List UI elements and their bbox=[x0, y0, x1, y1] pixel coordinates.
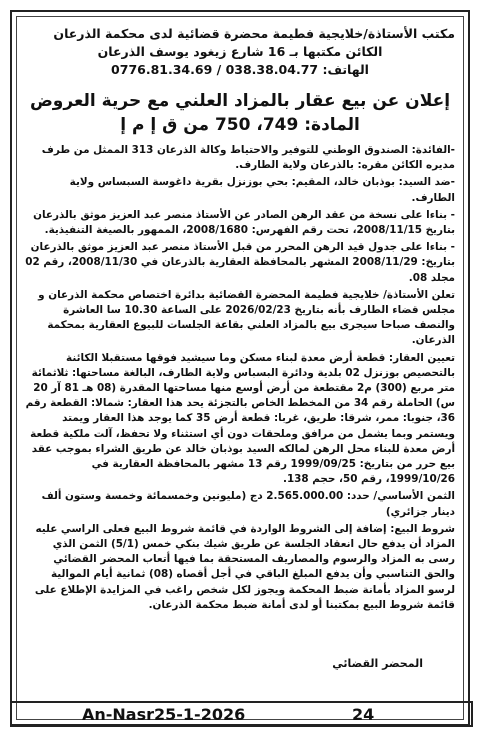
page-footer bbox=[10, 701, 473, 727]
signature-label: المحضر القضائي bbox=[332, 657, 423, 670]
office-name: مكتب الأستاذة/خلايجية فطيمة محضرة قضائية لدى محكمة الذرعان bbox=[53, 26, 455, 41]
paragraph-sale-conditions: شروط البيع: إضافة إلى الشروط الواردة في قائمة شروط البيع فعلى الراسي عليه المزاد أن يدفع حال انعقاد الجلسة عن طريق شيك بنكي خمس (5/1) الثمن الذي رسى به المزاد والرسوم والمصاريف المستحقة بما فيها أتعاب المحضر القضائي والحق التناسبي وأن يدفع المبلغ الباقي في أجل أقصاه (08) ثمانية أيام الموالية لرسو المزاد بأمانة ضبط المحكمة ويجوز لكل شخص راغب في المزايدة الإطلاع على قائمة شروط البيع بمكتبنا أو لدى أمانة ضبط محكمة الذرعان. bbox=[34, 522, 455, 611]
announcement-frame bbox=[16, 16, 464, 720]
paragraph-creditor: -الفائدة: الصندوق الوطني للتوفير والاحتياط وكالة الذرعان 313 الممثل من طرف مديره الكائن مقره: بالذرعان ولاية الطارف. bbox=[41, 144, 455, 172]
office-header bbox=[17, 17, 463, 79]
office-address: الكائن مكتبها بـ 16 شارع زيغود يوسف الذرعان bbox=[97, 44, 383, 59]
paragraph-base-price: الثمن الأساسي/ حدد: 2.565.000.00 دج (مليونين وخمسمائة وخمسة وستون ألف دينار جزائري) bbox=[41, 490, 455, 518]
paragraph-mortgage-registry: - بناءا على جدول قيد الرهن المحرر من قبل الأستاذ منصر عبد العزيز موثق بالذرعان بتاريخ: 2008/11/29 المشهر بالمحافظة العقارية بالذرعان في 2008/11/30، رقم 02 مجلد 08. bbox=[25, 241, 455, 284]
paragraph-debtor: -ضد السيد: بوذبان خالد، المقيم: بحي بوزنزل بقرية داغوسة السبساس ولاية الطارف. bbox=[69, 176, 455, 204]
publication-date: An-Nasr25-1-2026 bbox=[82, 705, 246, 724]
page-number: 24 bbox=[352, 705, 375, 724]
announcement-title: إعلان عن بيع عقار بالمزاد العلني مع حرية العروض bbox=[29, 91, 451, 111]
office-phone: الهاتف: 038.38.04.77 / 0776.81.34.69 bbox=[111, 62, 369, 77]
announcement-subtitle: المادة: 749، 750 من ق إ م إ bbox=[120, 115, 360, 135]
announcement-page bbox=[10, 10, 470, 726]
announcement-body bbox=[17, 137, 463, 613]
paragraph-property: تعيين العقار: قطعة أرض معدة لبناء مسكن وما سيشيد فوقها مستقبلا الكائنة بالتحصيص بوزنزل 02 بلدية ودائرة البسباس ولاية الطارف، البالغة مساحتها: ثلاثمائة متر مربع (300) م2 مقتطعة من أرض أوسع منها مساحتها المقدرة (08 هـ 81 آر 20 س) الحاملة رقم 34 من المخطط الخاص بالتجزئة يحد هذا العقار: شمالا: القطعة رقم 36، جنوبا: ممر، شرقا: طريق، غربا: قطعة أرض 35 كما يوجد هذا العقار ويمتد ويستمر وبما يشمل من مرافق وملحقات دون أي استثناء ولا تحفظ، آلت ملكية قطعة أرض معدة للبناء محل الرهن لمالكه السيد بوذبان خالد عن طريق الشراء بموجب عقد بيع حرر من بتاريخ: 1999/09/25 رقم 13 مشهر بالمحافظة العقارية في 1999/10/26، رقم 50، حجم 138. bbox=[25, 351, 455, 486]
paragraph-auction-notice: تعلن الأستاذة/ خلايجية فطيمة المحضرة القضائية بدائرة اختصاص محكمة الذرعان و مجلس قضاء الطارف بأنه بتاريخ 2026/02/23 على الساعة 10.30 سا العاشرة والنصف صباحا سيجرى بيع بالمزاد العلني بقاعة الجلسات للبيوع العقارية بمحكمة الذرعان. bbox=[38, 288, 455, 347]
paragraph-mortgage-deed: - بناءا على نسخة من عقد الرهن الصادر عن الأستاذ منصر عبد العزيز موثق بالذرعان بتاريخ 2008/11/15، تحت رقم الفهرس: 2008/1680، الممهور بالصيغة التنفيذية. bbox=[33, 208, 455, 237]
